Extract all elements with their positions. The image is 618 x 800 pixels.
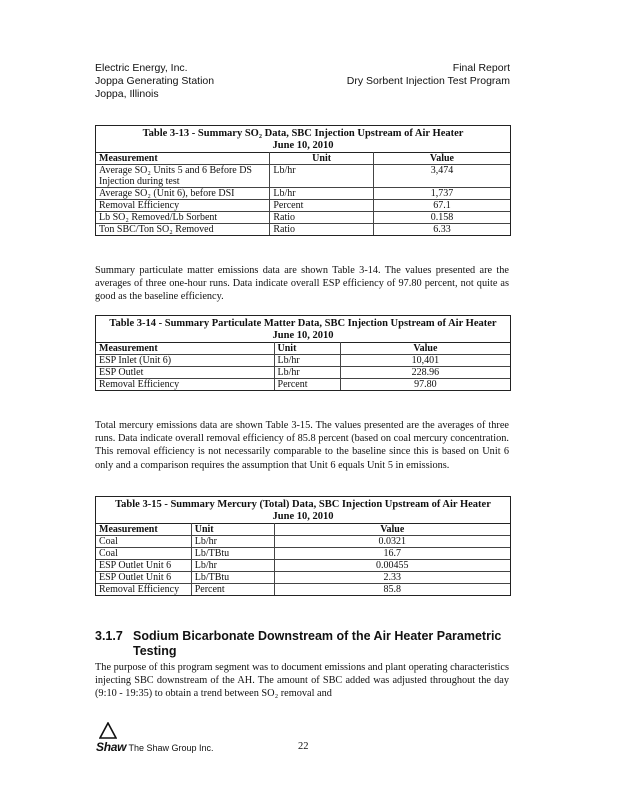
- logo-subtext: The Shaw Group Inc.: [128, 743, 214, 753]
- table-header-row: Measurement Unit Value: [96, 153, 510, 165]
- table-row: ESP Outlet Unit 6 Lb/hr 0.00455: [96, 560, 510, 572]
- section-title-line2: Testing: [133, 644, 177, 658]
- table-row: Ton SBC/Ton SO₂ Removed Ratio 6.33: [96, 224, 510, 236]
- table-row: Removal Efficiency Percent 97.80: [96, 379, 510, 391]
- table-row: ESP Outlet Unit 6 Lb/TBtu 2.33: [96, 572, 510, 584]
- table-row: Coal Lb/hr 0.0321: [96, 536, 510, 548]
- table-row: Lb SO₂ Removed/Lb Sorbent Ratio 0.158: [96, 212, 510, 224]
- table-title: Table 3-13 - Summary SO₂ Data, SBC Injection Upstream of Air Heater June 10, 2010: [142, 128, 464, 151]
- page-number: 22: [298, 741, 309, 752]
- location: Joppa, Illinois: [95, 88, 159, 100]
- table-row: Average SO₂ Units 5 and 6 Before DS Injection during test Lb/hr 3,474: [96, 165, 510, 188]
- data-table: [96, 342, 510, 390]
- company-name: Electric Energy, Inc.: [95, 62, 188, 74]
- company-logo: [96, 740, 214, 754]
- table-title: Table 3-14 - Summary Particulate Matter Data, SBC Injection Upstream of Air Heater June 10, 2010: [109, 318, 497, 341]
- table-row: Removal Efficiency Percent 85.8: [96, 584, 510, 596]
- program-name: Dry Sorbent Injection Test Program: [346, 75, 510, 87]
- header-right: [347, 62, 510, 88]
- section-title-line1: Sodium Bicarbonate Downstream of the Air Heater Parametric: [133, 629, 502, 643]
- table-row: Coal Lb/TBtu 16.7: [96, 548, 510, 560]
- data-table: [96, 523, 510, 595]
- paragraph-purpose: The purpose of this program segment was to document emissions and plant operating characteristics injecting SBC downstream of the AH. The amount of SBC added was adjusted throughout the day (9:10 - 19:35) to obtain a trend between SO₂ removal and: [95, 662, 509, 700]
- paragraph-mercury: Total mercury emissions data are shown Table 3-15. The values presented are the averages of three runs. Data indicate overall removal efficiency of 85.8 percent (based on coal mercury concentration. This removal efficiency is not necessarily comparable to the baseline since this is based on Unit 6 only and a comparison requires the assumption that Unit 6 equals Unit 5 in emissions.: [95, 420, 509, 471]
- table-3-13: [95, 125, 511, 236]
- data-table: [96, 152, 510, 235]
- logo-word: Shaw: [96, 740, 127, 754]
- table-row: Average SO₂ (Unit 6), before DSI Lb/hr 1,737: [96, 188, 510, 200]
- table-row: ESP Outlet Lb/hr 228.96: [96, 367, 510, 379]
- section-heading: [95, 629, 515, 659]
- table-header-row: Measurement Unit Value: [96, 524, 510, 536]
- section-number: 3.1.7: [95, 629, 123, 643]
- paragraph-particulate: Summary particulate matter emissions data are shown Table 3-14. The values presented are the averages of three one-hour runs. Data indicate overall ESP efficiency of 97.80 percent, not quite as good as the baseline efficiency.: [95, 265, 509, 303]
- table-3-15: [95, 496, 511, 596]
- table-title: Table 3-15 - Summary Mercury (Total) Data, SBC Injection Upstream of Air Heater June 10, 2010: [115, 499, 491, 522]
- table-row: ESP Inlet (Unit 6) Lb/hr 10,401: [96, 355, 510, 367]
- shaw-triangle-logo-icon: [99, 722, 117, 739]
- table-row: Removal Efficiency Percent 67.1: [96, 200, 510, 212]
- table-3-14: [95, 315, 511, 391]
- table-header-row: Measurement Unit Value: [96, 343, 510, 355]
- station-name: Joppa Generating Station: [95, 75, 215, 87]
- report-type: Final Report: [452, 62, 510, 74]
- header-left: [95, 62, 214, 101]
